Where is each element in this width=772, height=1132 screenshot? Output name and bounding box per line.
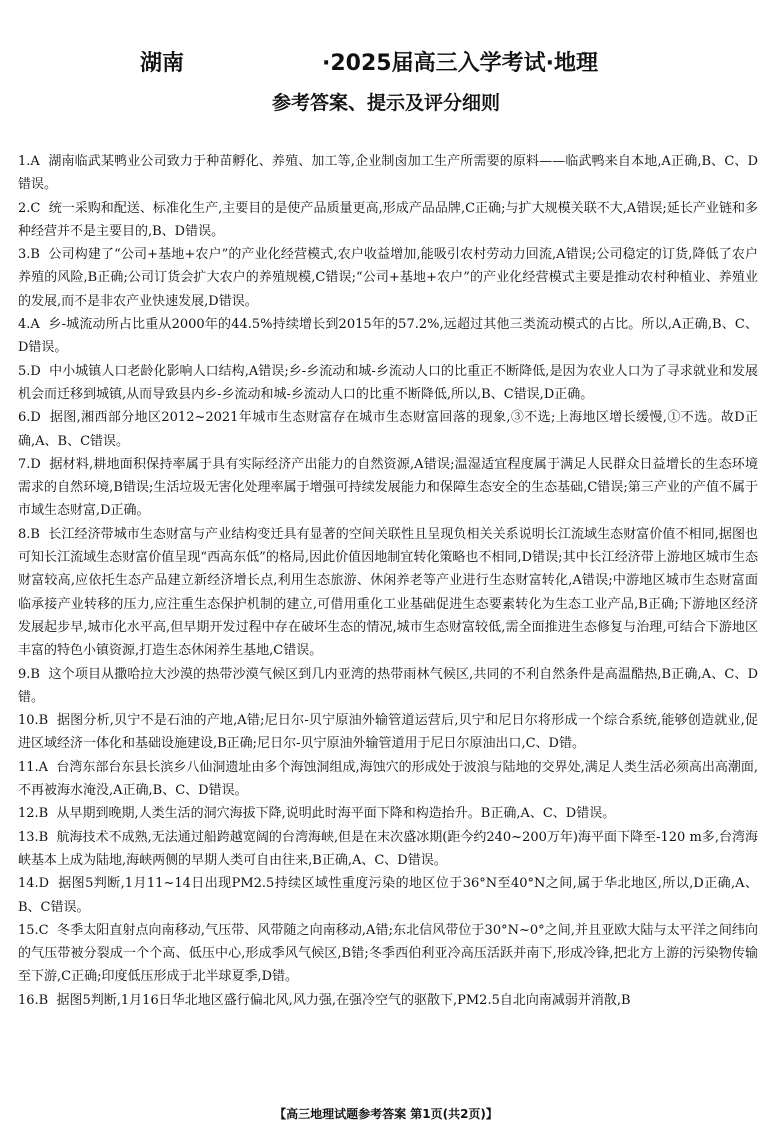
answer-number: 5.D xyxy=(18,363,41,379)
page-footer: 【高三地理试题参考答案 第1页(共2页)】 xyxy=(274,1107,498,1121)
answer-number: 15.C xyxy=(18,922,49,938)
region-label: 湖南 xyxy=(140,51,185,76)
answer-item-2 xyxy=(18,197,758,244)
answer-item-8 xyxy=(18,523,758,663)
answer-text: 台湾东部台东县长滨乡八仙洞遗址由多个海蚀洞组成,海蚀穴的形成处于波浪与陆地的交界处,满足人类生活必须高出高潮面,不再被海水淹没,A正确,B、C、D错误。 xyxy=(18,759,758,799)
answer-text: 长江经济带城市生态财富与产业结构变迁具有显著的空间关联性且呈现负相关关系说明长江流域生态财富价值不相同,据图也可知长江流域生态财富价值呈现“西高东低”的格局,因此价值因地制宜转化策略也不相同,D错误;其中长江经济带上游地区城市生态财富较高,应依托生态产品建立新经济增长点,利用生态旅游、休闲养老等产业进行生态财富转化,A错误;中游地区城市生态财富面临承接产业转移的压力,应注重生态保护机制的建立,可借用重化工业基础促进生态要素转化为生态工业产品,B正确;下游地区经济发展起步早,城市化水平高,但早期开发过程中存在破坏生态的情况,城市生态财富较低,需全面推进生态修复与治理,可结合下游地区丰富的特色小镇资源,打造生态休闲养生基地,C错误。 xyxy=(18,526,759,659)
answer-item-11 xyxy=(18,756,758,803)
answer-number: 16.B xyxy=(18,992,49,1008)
answer-item-1 xyxy=(18,150,758,197)
answer-number: 10.B xyxy=(18,713,49,729)
answer-text: 这个项目从撒哈拉大沙漠的热带沙漠气候区到几内亚湾的热带雨林气候区,共同的不利自然条件是高温酷热,B正确,A、C、D错。 xyxy=(18,666,758,705)
answer-item-15 xyxy=(18,919,758,989)
answer-text: 据材料,耕地面积保持率属于具有实际经济产出能力的自然资源,A错误;温湿适宜程度属于满足人民群众日益增长的生态环境需求的自然环境,B错误;生活垃圾无害化处理率属于增强可持续发展能力和保障生态安全的生态基础,C错误;第三产业的产值不属于市域生态财富,D正确。 xyxy=(18,456,758,519)
answer-item-4 xyxy=(18,313,758,360)
answer-text: 统一采购和配送、标准化生产,主要目的是使产品质量更高,形成产品品牌,C正确;与扩大规模关联不大,A错误;延长产业链和多种经营并不是主要目的,B、D错误。 xyxy=(18,200,759,239)
answer-text: 据图5判断,1月11~14日出现PM2.5持续区域性重度污染的地区位于36°N至40°N之间,属于华北地区,所以,D正确,A、B、C错误。 xyxy=(18,876,759,915)
answer-item-13 xyxy=(18,826,758,873)
answer-text: 从早期到晚期,人类生活的洞穴海拔下降,说明此时海平面下降和构造抬升。B正确,A、C、D错误。 xyxy=(56,806,616,822)
answer-number: 6.D xyxy=(18,410,41,426)
answer-number: 4.A xyxy=(18,317,40,333)
answer-item-9 xyxy=(18,663,758,710)
answer-number: 2.C xyxy=(18,200,41,216)
answer-list xyxy=(18,150,758,1012)
answer-item-7 xyxy=(18,453,758,523)
answer-number: 8.B xyxy=(18,526,40,542)
answer-number: 7.D xyxy=(18,456,41,472)
answer-item-16 xyxy=(18,989,758,1012)
page-subtitle: 参考答案、提示及评分细则 xyxy=(271,92,500,114)
title-row xyxy=(0,46,772,82)
answer-item-14 xyxy=(18,872,758,919)
exam-title: ·2025届高三入学考试·地理 xyxy=(322,51,598,76)
answer-text: 冬季太阳直射点向南移动,气压带、风带随之向南移动,A错;东北信风带位于30°N~0°之间,并且亚欧大陆与太平洋之间纬向的气压带被分裂成一个个高、低压中心,形成季风气候区,B错;冬季西伯利亚冷高压活跃并南下,形成冷锋,把北方上游的污染物传输至下游,C正确;印度低压形成于北半球夏季,D错。 xyxy=(18,922,759,985)
answer-item-3 xyxy=(18,243,758,313)
answer-number: 14.D xyxy=(18,876,50,892)
answer-number: 1.A xyxy=(18,154,40,169)
answer-text: 乡-城流动所占比重从2000年的44.5%持续增长到2015年的57.2%,远超过其他三类流动模式的占比。所以,A正确,B、C、D错误。 xyxy=(18,317,758,356)
answer-text: 湖南临武某鸭业公司致力于种苗孵化、养殖、加工等,企业制卤加工生产所需要的原料——临武鸭来自本地,A正确,B、C、D错误。 xyxy=(18,154,759,193)
answer-text: 据图,湘西部分地区2012~2021年城市生态财富存在城市生态财富回落的现象,③不选;上海地区增长缓慢,①不选。故D正确,A、B、C错误。 xyxy=(18,410,759,449)
answer-item-12 xyxy=(18,802,758,825)
answer-item-10 xyxy=(18,709,758,756)
answer-number: 12.B xyxy=(18,806,49,822)
answer-number: 11.A xyxy=(18,759,49,775)
answer-text: 中小城镇人口老龄化影响人口结构,A错误;乡-乡流动和城-乡流动人口的比重正不断降低,是因为农业人口为了寻求就业和发展机会而迁移到城镇,从而导致县内乡-乡流动和城-乡流动人口的比重不断降低,所以,B、C错误,D正确。 xyxy=(18,363,758,402)
answer-item-5 xyxy=(18,360,758,407)
answer-text: 据图分析,贝宁不是石油的产地,A错;尼日尔-贝宁原油外输管道运营后,贝宁和尼日尔将形成一个综合系统,能够创造就业,促进区域经济一体化和基础设施建设,B正确;尼日尔-贝宁原油外输管道用于尼日尔原油出口,C、D错。 xyxy=(18,713,758,752)
answer-number: 3.B xyxy=(18,247,40,263)
answer-number: 13.B xyxy=(18,829,49,845)
answer-text: 公司构建了“公司+基地+农户”的产业化经营模式,农户收益增加,能吸引农村劳动力回流,A错误;公司稳定的订货,降低了农户养殖的风险,B正确;公司订货会扩大农户的养殖规模,C错误;“公司+基地+农户”的产业化经营模式主要是推动农村种植业、养殖业的发展,而不是非农产业快速发展,D错误。 xyxy=(18,247,758,309)
answer-text: 据图5判断,1月16日华北地区盛行偏北风,风力强,在强冷空气的驱散下,PM2.5自北向南减弱并消散,B xyxy=(56,992,631,1008)
answer-text: 航海技术不成熟,无法通过船跨越宽阔的台湾海峡,但是在末次盛冰期(距今约240~200万年)海平面下降至-120 m多,台湾海峡基本上成为陆地,海峡两侧的早期人类可自由往来,B正确,A、C、D错误。 xyxy=(18,829,758,868)
answer-number: 9.B xyxy=(18,666,40,682)
answer-item-6 xyxy=(18,406,758,453)
